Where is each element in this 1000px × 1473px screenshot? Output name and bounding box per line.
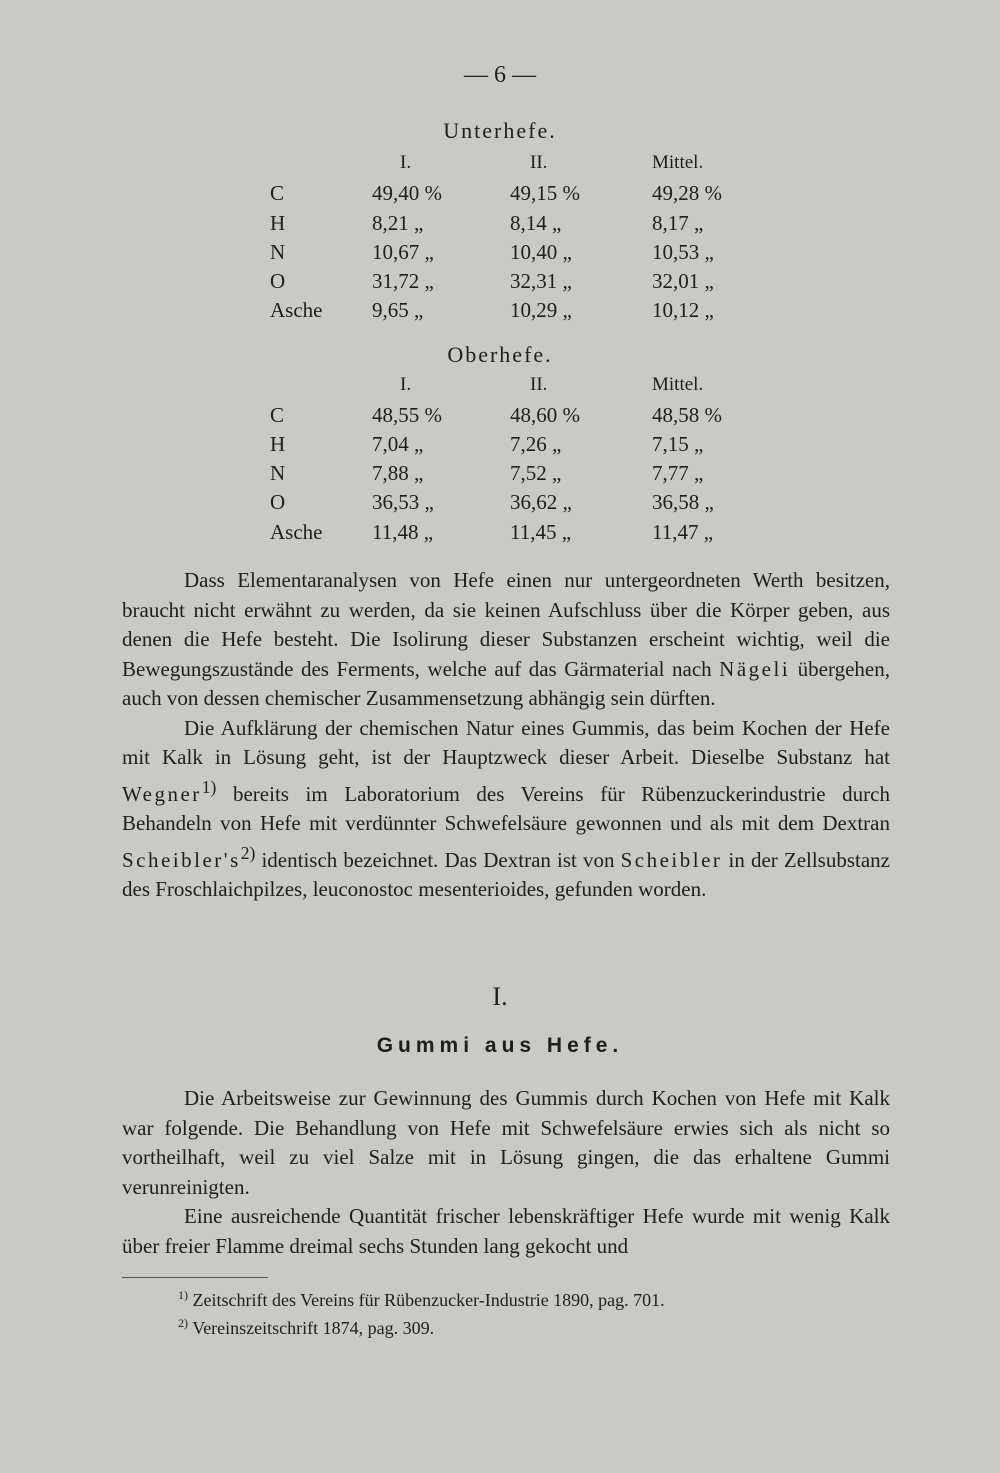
table-row bbox=[0, 240, 1000, 270]
value-1: 7,88 „ bbox=[372, 461, 424, 485]
footnote-text: Zeitschrift des Vereins für Rübenzucker-Industrie 1890, pag. 701. bbox=[192, 1290, 665, 1310]
element-label: O bbox=[270, 269, 286, 293]
footnote-mark: 1) bbox=[178, 1288, 188, 1302]
paragraph-text: Die Aufklärung der chemischen Natur eines Gummis, das beim Kochen der Hefe mit Kalk in Lösung geht, ist der Hauptzweck dieser Arbeit. Dieselbe Substanz hat bbox=[122, 715, 890, 769]
paragraph-text: in der Zellsubstanz des Froschlaichpilzes, leuconostoc mesenterioides, gefunden worden. bbox=[122, 847, 890, 901]
value-mittel: 11,47 „ bbox=[652, 520, 714, 544]
column-header-1: I. bbox=[400, 152, 412, 173]
value-2: 8,14 „ bbox=[510, 211, 562, 235]
element-label: C bbox=[270, 403, 285, 427]
element-label: H bbox=[270, 432, 286, 456]
value-1: 10,67 „ bbox=[372, 240, 434, 264]
value-1: 31,72 „ bbox=[372, 269, 434, 293]
element-label: Asche bbox=[270, 298, 323, 322]
element-label: C bbox=[270, 181, 285, 205]
value-2: 10,40 „ bbox=[510, 240, 572, 264]
table-row bbox=[0, 461, 1000, 491]
paragraph-text: übergehen, auch von dessen chemischer Zusammensetzung abhängig sein dürften. bbox=[122, 656, 890, 710]
value-2: 36,62 „ bbox=[510, 490, 572, 514]
table-row bbox=[0, 211, 1000, 241]
author-name: Wegner bbox=[122, 781, 202, 806]
footnote-ref: 1) bbox=[201, 776, 217, 797]
table-row bbox=[0, 403, 1000, 433]
author-name: Nägeli bbox=[719, 656, 791, 681]
value-2: 10,29 „ bbox=[510, 298, 572, 322]
value-1: 9,65 „ bbox=[372, 298, 424, 322]
value-mittel: 48,58 % bbox=[652, 403, 722, 427]
table-row bbox=[0, 298, 1000, 328]
footnote bbox=[178, 1288, 665, 1311]
value-1: 7,04 „ bbox=[372, 432, 424, 456]
value-mittel: 36,58 „ bbox=[652, 490, 714, 514]
body-text bbox=[122, 566, 890, 905]
column-header-mittel: Mittel. bbox=[652, 152, 704, 173]
value-2: 7,52 „ bbox=[510, 461, 562, 485]
author-name: Scheibler's bbox=[122, 847, 241, 872]
footnote-ref: 2) bbox=[240, 842, 256, 863]
section-number: I. bbox=[492, 982, 508, 1011]
table-row bbox=[0, 269, 1000, 299]
column-header-2: II. bbox=[530, 374, 548, 395]
footnote-text: Vereinszeitschrift 1874, pag. 309. bbox=[192, 1318, 435, 1338]
value-mittel: 32,01 „ bbox=[652, 269, 714, 293]
paragraph bbox=[122, 714, 890, 905]
table-caption-unterhefe: Unterhefe. bbox=[443, 118, 557, 143]
page-number: — 6 — bbox=[464, 62, 536, 88]
paragraph-text: Dass Elementaranalysen von Hefe einen nur untergeordneten Werth besitzen, braucht nicht erwähnt zu werden, da sie keinen Aufschluss über die Körper geben, aus denen die Hefe besteht. Die Isolirung dieser Substanzen erscheint wichtig, weil die Bewegungszustände des Ferments, welche auf das Gärmaterial nach bbox=[122, 568, 890, 681]
paragraph-text: identisch bezeichnet. Das Dextran ist von bbox=[261, 847, 615, 872]
paragraph: Eine ausreichende Quantität frischer lebenskräftiger Hefe wurde mit wenig Kalk über freier Flamme dreimal sechs Stunden lang gekocht und bbox=[122, 1204, 890, 1258]
paragraph-text: bereits im Laboratorium des Vereins für Rübenzuckerindustrie durch Behandeln von Hefe mit verdünnter Schwefelsäure gewonnen und als mit dem Dextran bbox=[122, 781, 890, 835]
footnote bbox=[178, 1316, 434, 1339]
element-label: N bbox=[270, 461, 286, 485]
column-header-mittel: Mittel. bbox=[652, 374, 704, 395]
table-caption-oberhefe: Oberhefe. bbox=[447, 342, 553, 367]
value-mittel: 10,12 „ bbox=[652, 298, 714, 322]
paragraph bbox=[122, 566, 890, 714]
column-header-1: I. bbox=[400, 374, 412, 395]
footnote-divider bbox=[122, 1277, 268, 1278]
value-1: 11,48 „ bbox=[372, 520, 434, 544]
value-mittel: 8,17 „ bbox=[652, 211, 704, 235]
value-mittel: 7,15 „ bbox=[652, 432, 704, 456]
value-2: 11,45 „ bbox=[510, 520, 572, 544]
element-label: O bbox=[270, 490, 286, 514]
table-row bbox=[0, 520, 1000, 550]
table-row bbox=[0, 432, 1000, 462]
value-mittel: 49,28 % bbox=[652, 181, 722, 205]
value-2: 7,26 „ bbox=[510, 432, 562, 456]
value-2: 32,31 „ bbox=[510, 269, 572, 293]
table-row bbox=[0, 181, 1000, 211]
paragraph: Die Arbeitsweise zur Gewinnung des Gummis durch Kochen von Hefe mit Kalk war folgende. Die Behandlung von Hefe mit Schwefelsäure erwies sich als nicht so vortheilhaft, weil zu viel Salze mit in Lösung gingen, die das erhaltene Gummi verunreinigten. bbox=[122, 1086, 890, 1199]
value-1: 48,55 % bbox=[372, 403, 442, 427]
value-1: 49,40 % bbox=[372, 181, 442, 205]
value-2: 49,15 % bbox=[510, 181, 580, 205]
value-1: 36,53 „ bbox=[372, 490, 434, 514]
element-label: N bbox=[270, 240, 286, 264]
section-title: Gummi aus Hefe. bbox=[376, 1034, 624, 1057]
column-header-2: II. bbox=[530, 152, 548, 173]
value-mittel: 10,53 „ bbox=[652, 240, 714, 264]
table-row bbox=[0, 490, 1000, 520]
element-label: Asche bbox=[270, 520, 323, 544]
value-2: 48,60 % bbox=[510, 403, 580, 427]
author-name: Scheibler bbox=[620, 847, 723, 872]
footnote-mark: 2) bbox=[178, 1316, 188, 1330]
section-body-text bbox=[122, 1084, 890, 1261]
element-label: H bbox=[270, 211, 286, 235]
value-1: 8,21 „ bbox=[372, 211, 424, 235]
value-mittel: 7,77 „ bbox=[652, 461, 704, 485]
